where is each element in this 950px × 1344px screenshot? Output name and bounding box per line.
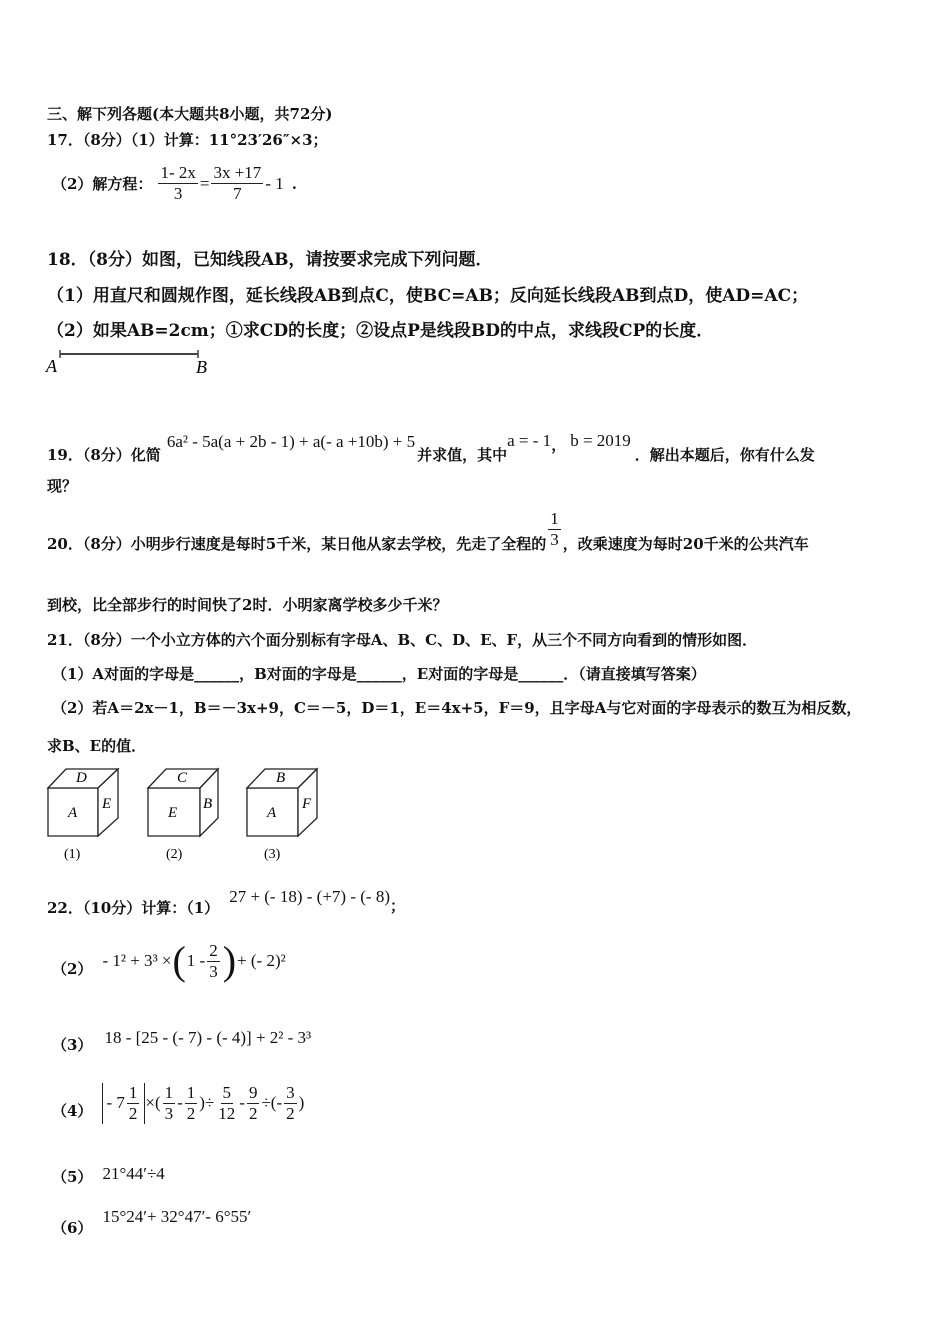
q22-e4-f4-num: 9	[248, 1082, 258, 1102]
q17-lhs-den: 3	[173, 184, 183, 203]
q22-label-5: （5）	[52, 1168, 93, 1186]
cube-2-side: B	[203, 796, 213, 812]
q21-line3: （2）若A＝2x－1，B＝－3x+9，C＝－5，D＝1，E＝4x+5，F＝9，且字母A与它对面的字母表示的数互为相反数，	[52, 699, 862, 717]
cube-1-side: E	[102, 796, 112, 812]
cube-3	[247, 769, 317, 862]
q22-e4-f5-den: 2	[286, 1103, 295, 1123]
q22-label-2: （2）	[52, 959, 93, 978]
q20-line2: 到校，比全部步行的时间快了2时．小明家离学校多少千米？	[47, 596, 448, 614]
q22-line5	[52, 1160, 165, 1187]
q22-expr-2-fraction	[207, 941, 220, 982]
cube-3-side: F	[302, 796, 312, 812]
q17-part2-label: （2）解方程：	[52, 175, 153, 193]
q19-prefix: 19．（8分）化简	[47, 446, 161, 464]
q22-e4-f1-den: 3	[164, 1103, 174, 1123]
cubes-figure	[42, 762, 332, 864]
q20-prefix: 20．（8分）小明步行速度是每时5千米，某日他从家去学校，先走了全程的	[47, 535, 547, 553]
q22-expr-4-abs-num: 1	[128, 1082, 138, 1102]
q22-label-4: （4）	[52, 1101, 93, 1120]
cube-2-caption: (2)	[166, 847, 183, 862]
q18-line1: 18．（8分）如图，已知线段AB，请按要求完成下列问题．	[47, 250, 493, 270]
q19-line1	[47, 410, 815, 465]
q22-line3	[52, 1020, 311, 1055]
q22-expr-2a: - 1² + 3³ ×	[102, 951, 172, 970]
q18-line3: （2）如果AB=2cm；①求CD的长度；②设点P是线段BD的中点，求线段CP的长度．	[47, 321, 714, 341]
q19-mid: 并求值，其中	[417, 446, 508, 464]
q17-rhs-fraction	[211, 163, 263, 204]
q22-expr-2c: + (- 2)²	[237, 951, 286, 970]
q20-frac-num: 1	[550, 509, 559, 528]
q22-expr-3: 18 - [25 - (- 7) - (- 4)] + 2² - 3³	[104, 1027, 312, 1047]
q18-line2: （1）用直尺和圆规作图，延长线段AB到点C，使BC=AB；反向延长线段AB到点D，使AD=AC；	[47, 286, 809, 306]
q22-line6	[52, 1195, 251, 1238]
q22-expr-1: 27 + (- 18) - (+7) - (- 8)	[229, 886, 390, 906]
q17-rhs-den: 7	[233, 184, 242, 203]
q22-prefix: 22．（10分）计算：（1）	[47, 899, 220, 917]
q22-expr-6: 15°24′+ 32°47′- 6°55′	[102, 1206, 252, 1226]
q22-line2: （2） - 1² + 3³ × ( 1 - $\frac{2}{3}$ ) + (- 2)²	[52, 938, 286, 983]
segment-ab-figure	[44, 344, 224, 376]
q17-end: .	[291, 174, 297, 193]
q22-expr-1-end: ；	[389, 897, 405, 915]
q22-e4-f2-den: 2	[186, 1103, 196, 1123]
q20-line1	[47, 505, 809, 554]
cube-2-top: C	[177, 770, 188, 786]
q20-fraction	[548, 509, 561, 550]
q22-e4-minus2: -	[239, 1093, 245, 1112]
q22-line4	[52, 1078, 304, 1128]
q17-lhs-fraction	[158, 163, 197, 204]
q22-expr-4-abs	[102, 1083, 145, 1124]
q21-line4: 求B、E的值．	[47, 737, 147, 755]
cube-1	[48, 769, 118, 862]
q19-b-value: b = 2019	[570, 430, 631, 450]
q22-e4-minus: -	[177, 1093, 183, 1112]
q21-line1: 21．（8分）一个小立方体的六个面分别标有字母A、B、C、D、E、F，从三个不同方向看到的情形如图．	[47, 631, 758, 649]
q22-e4-f5-num: 3	[286, 1082, 295, 1102]
q22-e4-f4-den: 2	[248, 1103, 258, 1123]
q19-comma: ，	[551, 436, 567, 454]
q22-e4-f1-num: 1	[164, 1082, 174, 1102]
q17-rhs-num: 3x +17	[213, 163, 262, 182]
q22-e4-close: )	[298, 1093, 305, 1112]
cube-3-top: B	[276, 770, 286, 786]
q20-frac-den: 3	[550, 530, 559, 549]
cube-1-caption: (1)	[64, 847, 81, 862]
q17-part2	[52, 163, 297, 204]
q22-line1	[47, 875, 405, 918]
point-b-label: B	[196, 357, 207, 376]
q17-tail: - 1	[265, 173, 284, 193]
cube-3-front: A	[267, 805, 277, 821]
cube-3-caption: (3)	[264, 847, 281, 862]
q22-e4-f3-den: 12	[218, 1103, 236, 1123]
q22-e4-div: )÷	[199, 1093, 215, 1112]
cube-1-front: A	[68, 805, 78, 821]
q21-line2: （1）A对面的字母是______，B对面的字母是______，E对面的字母是______．（请直接填写答案）	[52, 665, 706, 683]
q22-expr-2-num: 2	[209, 940, 218, 960]
q22-e4-div2: ÷(-	[261, 1093, 283, 1112]
q19-a-value: a = - 1	[507, 430, 552, 450]
q22-expr-2-den: 3	[209, 961, 218, 981]
q22-label-6: （6）	[52, 1219, 93, 1237]
section-title: 三、解下列各题(本大题共8小题，共72分)	[47, 105, 333, 123]
q19-expression: 6a² - 5a(a + 2b - 1) + a(- a +10b) + 5	[166, 431, 416, 451]
q20-suffix: ，改乘速度为每时20千米的公共汽车	[562, 535, 809, 553]
cube-2-front: E	[168, 805, 178, 821]
q19-suffix: ．解出本题后，你有什么发	[634, 446, 815, 464]
q22-e4-f3-num: 5	[222, 1082, 232, 1102]
q17-lhs-num: 1- 2x	[160, 163, 196, 182]
cube-2	[148, 769, 218, 862]
point-a-label: A	[46, 356, 57, 376]
cube-1-top: D	[76, 770, 87, 786]
q19-line2: 现？	[47, 477, 78, 495]
q22-expr-5: 21°44′÷4	[102, 1163, 165, 1183]
q22-expr-4-mid: ×(	[145, 1093, 161, 1112]
q22-label-3: （3）	[52, 1036, 93, 1054]
q22-expr-4-abs-whole: - 7	[106, 1093, 125, 1112]
q17-equals: =	[199, 173, 210, 193]
q22-e4-f2-num: 1	[186, 1082, 196, 1102]
q17-line1: 17．（8分）（1）计算：11°23′26″×3；	[47, 131, 328, 149]
q22-expr-4-abs-den: 2	[128, 1103, 138, 1123]
q22-expr-2b: 1 -	[186, 951, 206, 970]
